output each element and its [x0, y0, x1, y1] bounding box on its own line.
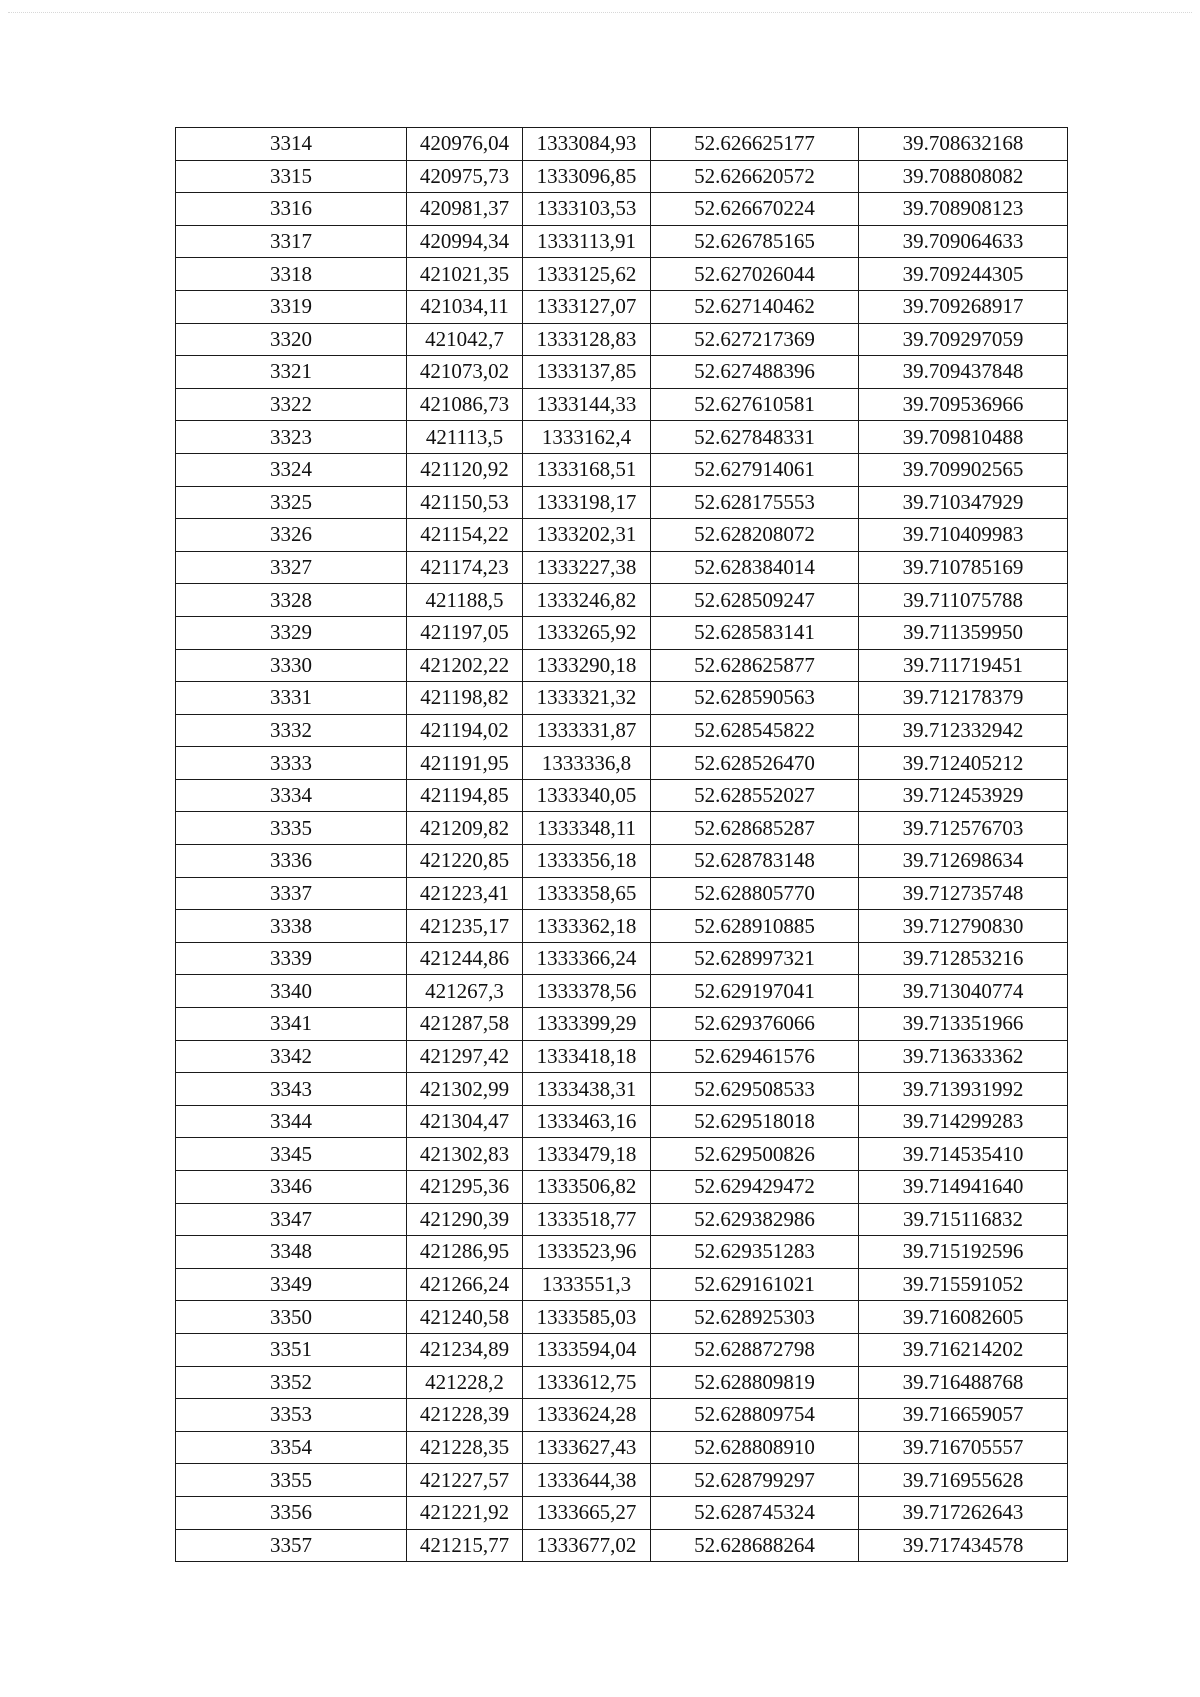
- x-coordinate-cell: 421194,85: [407, 779, 523, 812]
- longitude-cell: 39.712790830: [859, 910, 1068, 943]
- latitude-cell: 52.627848331: [651, 421, 859, 454]
- longitude-cell: 39.716082605: [859, 1301, 1068, 1334]
- y-coordinate-cell: 1333551,3: [523, 1268, 651, 1301]
- x-coordinate-cell: 421287,58: [407, 1008, 523, 1041]
- latitude-cell: 52.628583141: [651, 616, 859, 649]
- y-coordinate-cell: 1333665,27: [523, 1496, 651, 1529]
- longitude-cell: 39.711359950: [859, 616, 1068, 649]
- longitude-cell: 39.716659057: [859, 1399, 1068, 1432]
- x-coordinate-cell: 421240,58: [407, 1301, 523, 1334]
- table-row: [176, 682, 1068, 715]
- x-coordinate-cell: 421286,95: [407, 1236, 523, 1269]
- point-number-cell: 3338: [176, 910, 407, 943]
- point-number-cell: 3353: [176, 1399, 407, 1432]
- point-number-cell: 3326: [176, 519, 407, 552]
- latitude-cell: 52.628809754: [651, 1399, 859, 1432]
- longitude-cell: 39.716214202: [859, 1333, 1068, 1366]
- longitude-cell: 39.710785169: [859, 551, 1068, 584]
- x-coordinate-cell: 421174,23: [407, 551, 523, 584]
- point-number-cell: 3355: [176, 1464, 407, 1497]
- longitude-cell: 39.709064633: [859, 225, 1068, 258]
- point-number-cell: 3325: [176, 486, 407, 519]
- longitude-cell: 39.713931992: [859, 1073, 1068, 1106]
- scan-edge-line: [8, 12, 1192, 13]
- longitude-cell: 39.709902565: [859, 453, 1068, 486]
- point-number-cell: 3354: [176, 1431, 407, 1464]
- x-coordinate-cell: 421042,7: [407, 323, 523, 356]
- point-number-cell: 3352: [176, 1366, 407, 1399]
- table-row: [176, 1073, 1068, 1106]
- y-coordinate-cell: 1333198,17: [523, 486, 651, 519]
- y-coordinate-cell: 1333585,03: [523, 1301, 651, 1334]
- table-row: [176, 1431, 1068, 1464]
- point-number-cell: 3337: [176, 877, 407, 910]
- point-number-cell: 3322: [176, 388, 407, 421]
- longitude-cell: 39.709536966: [859, 388, 1068, 421]
- point-number-cell: 3351: [176, 1333, 407, 1366]
- x-coordinate-cell: 421188,5: [407, 584, 523, 617]
- table-row: [176, 356, 1068, 389]
- table-row: [176, 290, 1068, 323]
- latitude-cell: 52.626785165: [651, 225, 859, 258]
- x-coordinate-cell: 420975,73: [407, 160, 523, 193]
- table-row: [176, 1399, 1068, 1432]
- y-coordinate-cell: 1333644,38: [523, 1464, 651, 1497]
- y-coordinate-cell: 1333518,77: [523, 1203, 651, 1236]
- point-number-cell: 3348: [176, 1236, 407, 1269]
- latitude-cell: 52.628688264: [651, 1529, 859, 1562]
- point-number-cell: 3342: [176, 1040, 407, 1073]
- point-number-cell: 3324: [176, 453, 407, 486]
- longitude-cell: 39.709244305: [859, 258, 1068, 291]
- y-coordinate-cell: 1333438,31: [523, 1073, 651, 1106]
- longitude-cell: 39.712178379: [859, 682, 1068, 715]
- point-number-cell: 3346: [176, 1171, 407, 1204]
- point-number-cell: 3319: [176, 290, 407, 323]
- table-row: [176, 1105, 1068, 1138]
- table-row: [176, 193, 1068, 226]
- point-number-cell: 3330: [176, 649, 407, 682]
- table-row: [176, 1040, 1068, 1073]
- longitude-cell: 39.708808082: [859, 160, 1068, 193]
- y-coordinate-cell: 1333358,65: [523, 877, 651, 910]
- latitude-cell: 52.629382986: [651, 1203, 859, 1236]
- latitude-cell: 52.628997321: [651, 942, 859, 975]
- point-number-cell: 3332: [176, 714, 407, 747]
- latitude-cell: 52.628509247: [651, 584, 859, 617]
- latitude-cell: 52.628808910: [651, 1431, 859, 1464]
- y-coordinate-cell: 1333479,18: [523, 1138, 651, 1171]
- latitude-cell: 52.627140462: [651, 290, 859, 323]
- point-number-cell: 3347: [176, 1203, 407, 1236]
- point-number-cell: 3321: [176, 356, 407, 389]
- point-number-cell: 3329: [176, 616, 407, 649]
- y-coordinate-cell: 1333290,18: [523, 649, 651, 682]
- y-coordinate-cell: 1333144,33: [523, 388, 651, 421]
- longitude-cell: 39.709437848: [859, 356, 1068, 389]
- y-coordinate-cell: 1333113,91: [523, 225, 651, 258]
- table-row: [176, 649, 1068, 682]
- x-coordinate-cell: 421228,2: [407, 1366, 523, 1399]
- longitude-cell: 39.714535410: [859, 1138, 1068, 1171]
- x-coordinate-cell: 421297,42: [407, 1040, 523, 1073]
- longitude-cell: 39.717434578: [859, 1529, 1068, 1562]
- latitude-cell: 52.628590563: [651, 682, 859, 715]
- longitude-cell: 39.711075788: [859, 584, 1068, 617]
- x-coordinate-cell: 421154,22: [407, 519, 523, 552]
- longitude-cell: 39.714941640: [859, 1171, 1068, 1204]
- latitude-cell: 52.628208072: [651, 519, 859, 552]
- point-number-cell: 3333: [176, 747, 407, 780]
- table-row: [176, 1529, 1068, 1562]
- x-coordinate-cell: 420976,04: [407, 128, 523, 161]
- table-row: [176, 421, 1068, 454]
- table-row: [176, 910, 1068, 943]
- longitude-cell: 39.712698634: [859, 845, 1068, 878]
- latitude-cell: 52.628526470: [651, 747, 859, 780]
- point-number-cell: 3327: [176, 551, 407, 584]
- point-number-cell: 3345: [176, 1138, 407, 1171]
- y-coordinate-cell: 1333362,18: [523, 910, 651, 943]
- longitude-cell: 39.713040774: [859, 975, 1068, 1008]
- latitude-cell: 52.628745324: [651, 1496, 859, 1529]
- point-number-cell: 3328: [176, 584, 407, 617]
- coordinates-table: [175, 127, 1068, 1562]
- y-coordinate-cell: 1333348,11: [523, 812, 651, 845]
- latitude-cell: 52.628809819: [651, 1366, 859, 1399]
- longitude-cell: 39.708632168: [859, 128, 1068, 161]
- table-row: [176, 1496, 1068, 1529]
- point-number-cell: 3314: [176, 128, 407, 161]
- latitude-cell: 52.629518018: [651, 1105, 859, 1138]
- latitude-cell: 52.626620572: [651, 160, 859, 193]
- longitude-cell: 39.712453929: [859, 779, 1068, 812]
- longitude-cell: 39.710347929: [859, 486, 1068, 519]
- x-coordinate-cell: 421221,92: [407, 1496, 523, 1529]
- latitude-cell: 52.628805770: [651, 877, 859, 910]
- table-row: [176, 714, 1068, 747]
- latitude-cell: 52.628783148: [651, 845, 859, 878]
- longitude-cell: 39.710409983: [859, 519, 1068, 552]
- longitude-cell: 39.709297059: [859, 323, 1068, 356]
- x-coordinate-cell: 421295,36: [407, 1171, 523, 1204]
- x-coordinate-cell: 421120,92: [407, 453, 523, 486]
- latitude-cell: 52.629429472: [651, 1171, 859, 1204]
- table-row: [176, 519, 1068, 552]
- y-coordinate-cell: 1333103,53: [523, 193, 651, 226]
- table-row: [176, 160, 1068, 193]
- table-row: [176, 258, 1068, 291]
- table-row: [176, 1301, 1068, 1334]
- y-coordinate-cell: 1333366,24: [523, 942, 651, 975]
- y-coordinate-cell: 1333356,18: [523, 845, 651, 878]
- table-row: [176, 1171, 1068, 1204]
- x-coordinate-cell: 421235,17: [407, 910, 523, 943]
- point-number-cell: 3335: [176, 812, 407, 845]
- table-row: [176, 1008, 1068, 1041]
- x-coordinate-cell: 421302,83: [407, 1138, 523, 1171]
- y-coordinate-cell: 1333340,05: [523, 779, 651, 812]
- x-coordinate-cell: 421021,35: [407, 258, 523, 291]
- x-coordinate-cell: 421290,39: [407, 1203, 523, 1236]
- point-number-cell: 3334: [176, 779, 407, 812]
- longitude-cell: 39.712405212: [859, 747, 1068, 780]
- table-row: [176, 1464, 1068, 1497]
- y-coordinate-cell: 1333096,85: [523, 160, 651, 193]
- latitude-cell: 52.626625177: [651, 128, 859, 161]
- table-row: [176, 1138, 1068, 1171]
- table-row: [176, 1203, 1068, 1236]
- longitude-cell: 39.716705557: [859, 1431, 1068, 1464]
- table-row: [176, 616, 1068, 649]
- x-coordinate-cell: 421198,82: [407, 682, 523, 715]
- x-coordinate-cell: 421302,99: [407, 1073, 523, 1106]
- y-coordinate-cell: 1333246,82: [523, 584, 651, 617]
- x-coordinate-cell: 421227,57: [407, 1464, 523, 1497]
- y-coordinate-cell: 1333463,16: [523, 1105, 651, 1138]
- point-number-cell: 3317: [176, 225, 407, 258]
- x-coordinate-cell: 421234,89: [407, 1333, 523, 1366]
- latitude-cell: 52.629376066: [651, 1008, 859, 1041]
- table-row: [176, 779, 1068, 812]
- point-number-cell: 3350: [176, 1301, 407, 1334]
- point-number-cell: 3357: [176, 1529, 407, 1562]
- latitude-cell: 52.627914061: [651, 453, 859, 486]
- table-row: [176, 1333, 1068, 1366]
- longitude-cell: 39.709268917: [859, 290, 1068, 323]
- point-number-cell: 3340: [176, 975, 407, 1008]
- latitude-cell: 52.627217369: [651, 323, 859, 356]
- y-coordinate-cell: 1333321,32: [523, 682, 651, 715]
- x-coordinate-cell: 420994,34: [407, 225, 523, 258]
- y-coordinate-cell: 1333127,07: [523, 290, 651, 323]
- point-number-cell: 3316: [176, 193, 407, 226]
- point-number-cell: 3320: [176, 323, 407, 356]
- y-coordinate-cell: 1333202,31: [523, 519, 651, 552]
- point-number-cell: 3341: [176, 1008, 407, 1041]
- x-coordinate-cell: 421197,05: [407, 616, 523, 649]
- y-coordinate-cell: 1333399,29: [523, 1008, 651, 1041]
- point-number-cell: 3315: [176, 160, 407, 193]
- x-coordinate-cell: 421244,86: [407, 942, 523, 975]
- x-coordinate-cell: 421267,3: [407, 975, 523, 1008]
- longitude-cell: 39.712735748: [859, 877, 1068, 910]
- y-coordinate-cell: 1333627,43: [523, 1431, 651, 1464]
- y-coordinate-cell: 1333137,85: [523, 356, 651, 389]
- latitude-cell: 52.628175553: [651, 486, 859, 519]
- longitude-cell: 39.709810488: [859, 421, 1068, 454]
- y-coordinate-cell: 1333624,28: [523, 1399, 651, 1432]
- point-number-cell: 3323: [176, 421, 407, 454]
- x-coordinate-cell: 421223,41: [407, 877, 523, 910]
- table-row: [176, 877, 1068, 910]
- x-coordinate-cell: 421202,22: [407, 649, 523, 682]
- x-coordinate-cell: 421215,77: [407, 1529, 523, 1562]
- x-coordinate-cell: 421209,82: [407, 812, 523, 845]
- longitude-cell: 39.714299283: [859, 1105, 1068, 1138]
- x-coordinate-cell: 421228,39: [407, 1399, 523, 1432]
- latitude-cell: 52.629161021: [651, 1268, 859, 1301]
- y-coordinate-cell: 1333162,4: [523, 421, 651, 454]
- longitude-cell: 39.717262643: [859, 1496, 1068, 1529]
- y-coordinate-cell: 1333378,56: [523, 975, 651, 1008]
- longitude-cell: 39.708908123: [859, 193, 1068, 226]
- x-coordinate-cell: 421150,53: [407, 486, 523, 519]
- table-row: [176, 486, 1068, 519]
- point-number-cell: 3356: [176, 1496, 407, 1529]
- latitude-cell: 52.628799297: [651, 1464, 859, 1497]
- table-row: [176, 584, 1068, 617]
- table-row: [176, 747, 1068, 780]
- y-coordinate-cell: 1333227,38: [523, 551, 651, 584]
- point-number-cell: 3349: [176, 1268, 407, 1301]
- x-coordinate-cell: 421228,35: [407, 1431, 523, 1464]
- x-coordinate-cell: 421304,47: [407, 1105, 523, 1138]
- y-coordinate-cell: 1333506,82: [523, 1171, 651, 1204]
- table-row: [176, 388, 1068, 421]
- y-coordinate-cell: 1333168,51: [523, 453, 651, 486]
- table-row: [176, 453, 1068, 486]
- y-coordinate-cell: 1333336,8: [523, 747, 651, 780]
- latitude-cell: 52.628625877: [651, 649, 859, 682]
- coordinates-table-body: [176, 128, 1068, 1562]
- latitude-cell: 52.627610581: [651, 388, 859, 421]
- point-number-cell: 3318: [176, 258, 407, 291]
- latitude-cell: 52.629500826: [651, 1138, 859, 1171]
- y-coordinate-cell: 1333523,96: [523, 1236, 651, 1269]
- table-row: [176, 551, 1068, 584]
- point-number-cell: 3343: [176, 1073, 407, 1106]
- longitude-cell: 39.713351966: [859, 1008, 1068, 1041]
- y-coordinate-cell: 1333128,83: [523, 323, 651, 356]
- table-row: [176, 1268, 1068, 1301]
- latitude-cell: 52.629197041: [651, 975, 859, 1008]
- table-row: [176, 128, 1068, 161]
- latitude-cell: 52.626670224: [651, 193, 859, 226]
- longitude-cell: 39.712576703: [859, 812, 1068, 845]
- point-number-cell: 3339: [176, 942, 407, 975]
- longitude-cell: 39.715116832: [859, 1203, 1068, 1236]
- y-coordinate-cell: 1333125,62: [523, 258, 651, 291]
- x-coordinate-cell: 420981,37: [407, 193, 523, 226]
- y-coordinate-cell: 1333331,87: [523, 714, 651, 747]
- table-row: [176, 323, 1068, 356]
- table-row: [176, 845, 1068, 878]
- y-coordinate-cell: 1333594,04: [523, 1333, 651, 1366]
- longitude-cell: 39.715591052: [859, 1268, 1068, 1301]
- latitude-cell: 52.628910885: [651, 910, 859, 943]
- latitude-cell: 52.628552027: [651, 779, 859, 812]
- x-coordinate-cell: 421266,24: [407, 1268, 523, 1301]
- latitude-cell: 52.628872798: [651, 1333, 859, 1366]
- x-coordinate-cell: 421194,02: [407, 714, 523, 747]
- longitude-cell: 39.711719451: [859, 649, 1068, 682]
- table-row: [176, 975, 1068, 1008]
- table-row: [176, 942, 1068, 975]
- point-number-cell: 3336: [176, 845, 407, 878]
- latitude-cell: 52.627026044: [651, 258, 859, 291]
- x-coordinate-cell: 421191,95: [407, 747, 523, 780]
- x-coordinate-cell: 421220,85: [407, 845, 523, 878]
- longitude-cell: 39.712853216: [859, 942, 1068, 975]
- longitude-cell: 39.716955628: [859, 1464, 1068, 1497]
- x-coordinate-cell: 421073,02: [407, 356, 523, 389]
- latitude-cell: 52.627488396: [651, 356, 859, 389]
- y-coordinate-cell: 1333265,92: [523, 616, 651, 649]
- longitude-cell: 39.716488768: [859, 1366, 1068, 1399]
- longitude-cell: 39.713633362: [859, 1040, 1068, 1073]
- latitude-cell: 52.628925303: [651, 1301, 859, 1334]
- x-coordinate-cell: 421113,5: [407, 421, 523, 454]
- table-row: [176, 225, 1068, 258]
- y-coordinate-cell: 1333418,18: [523, 1040, 651, 1073]
- latitude-cell: 52.629508533: [651, 1073, 859, 1106]
- latitude-cell: 52.628384014: [651, 551, 859, 584]
- table-row: [176, 1236, 1068, 1269]
- x-coordinate-cell: 421034,11: [407, 290, 523, 323]
- x-coordinate-cell: 421086,73: [407, 388, 523, 421]
- y-coordinate-cell: 1333677,02: [523, 1529, 651, 1562]
- point-number-cell: 3331: [176, 682, 407, 715]
- y-coordinate-cell: 1333612,75: [523, 1366, 651, 1399]
- latitude-cell: 52.629351283: [651, 1236, 859, 1269]
- y-coordinate-cell: 1333084,93: [523, 128, 651, 161]
- latitude-cell: 52.629461576: [651, 1040, 859, 1073]
- latitude-cell: 52.628685287: [651, 812, 859, 845]
- table-row: [176, 1366, 1068, 1399]
- point-number-cell: 3344: [176, 1105, 407, 1138]
- longitude-cell: 39.715192596: [859, 1236, 1068, 1269]
- longitude-cell: 39.712332942: [859, 714, 1068, 747]
- table-row: [176, 812, 1068, 845]
- latitude-cell: 52.628545822: [651, 714, 859, 747]
